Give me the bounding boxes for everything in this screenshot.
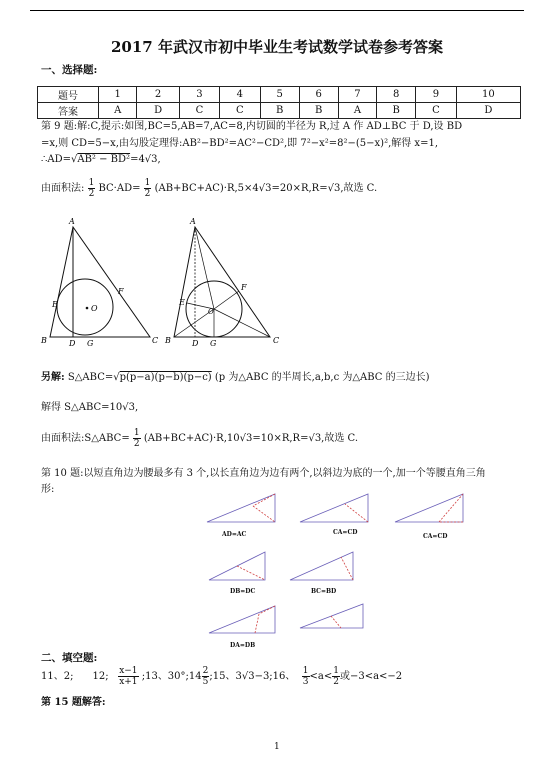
table-cell: C (220, 103, 260, 119)
table-cell: 9 (416, 87, 456, 103)
table-cell: 8 (377, 87, 416, 103)
label-c: C (273, 336, 280, 345)
alt-note: (p 为△ABC 的半周长,a,b,c 为△ABC 的三边长) (214, 372, 430, 383)
table-cell: 6 (299, 87, 338, 103)
figure-2 (164, 217, 279, 348)
label-g: G (87, 339, 94, 348)
table-cell: B (299, 103, 338, 119)
q10-line2: 形: (41, 484, 55, 495)
caption-ad-ac: AD=AC (222, 531, 247, 538)
q15-heading: 第 15 题解答: (41, 697, 106, 708)
alt-area-label: 由面积法:S△ABC= (41, 433, 130, 444)
caption-da-db: DA=DB (230, 642, 256, 649)
label-e: E (179, 298, 185, 307)
fraction-third: $\frac{1}{3}$ (302, 666, 309, 687)
section-choice-heading: 一、选择题: (41, 64, 98, 76)
row-label: 题号 (38, 87, 99, 103)
isosceles-figures (195, 488, 495, 658)
table-row (38, 87, 521, 103)
answer-16-alt: 或−3<a<−2 (339, 671, 403, 682)
answer-16-ineq: <a< (309, 671, 333, 682)
row-label: 答案 (38, 103, 99, 119)
alt-area-line (41, 428, 358, 449)
label-g: G (210, 339, 217, 348)
fraction-14: $\frac{2}{5}$ (202, 666, 209, 687)
alt-label: 另解: (41, 372, 65, 383)
table-cell: 10 (456, 87, 520, 103)
fraction-half: $\frac{1}{2}$ (88, 178, 95, 199)
alt-solution-line: 另解: S△ABC=√p(p−a)(p−b)(p−c) (p 为△ABC 的半周长,a,b,c 为△ABC 的三边长) (41, 372, 430, 383)
page-number: 1 (274, 742, 280, 752)
answer-12-label: 12; (92, 671, 109, 682)
area-method-label: 由面积法: (41, 183, 85, 194)
fill-answers-line (41, 666, 402, 687)
answer-15-16: ;15、3√3−3;16、 (209, 671, 296, 682)
label-d: D (69, 339, 76, 348)
caption-bc-bd: BC=BD (311, 588, 337, 595)
caption-ca-cd: CA=CD (333, 529, 358, 536)
section-fill-heading: 二、填空题: (41, 652, 98, 664)
table-cell: B (260, 103, 299, 119)
q9-result: (AB+BC+AC)·R,5×4√3=20×R,R=√3,故选 C. (154, 183, 378, 194)
table-cell: A (99, 103, 137, 119)
q9-bc-ad: BC·AD= (98, 183, 141, 194)
answer-11: 11、2; (41, 671, 74, 682)
table-cell: B (377, 103, 416, 119)
q9-ad-value: =4√3, (130, 154, 161, 165)
table-cell: C (179, 103, 219, 119)
label-a: A (190, 217, 196, 226)
label-e: E (52, 300, 58, 309)
q9-radicand: AB² − BD² (77, 154, 131, 165)
table-cell: D (137, 103, 179, 119)
table-cell: C (416, 103, 456, 119)
header-rule (30, 10, 524, 11)
alt-area-result: (AB+BC+AC)·R,10√3=10×R,R=√3,故选 C. (143, 433, 359, 444)
label-f: F (241, 283, 247, 292)
figure-1 (40, 217, 158, 348)
alt-solve-line: 解得 S△ABC=10√3, (41, 402, 139, 413)
q9-line1: 第 9 题:解:C,提示:如图,BC=5,AB=7,AC=8,内切圆的半径为 R,过 A 作 AD⊥BC 于 D,设 BD (41, 121, 463, 132)
q9-line4 (41, 178, 377, 199)
page-title: 2017 年武汉市初中毕业生考试数学试卷参考答案 (111, 38, 443, 56)
label-o: O (208, 308, 214, 316)
table-cell: 4 (220, 87, 260, 103)
answer-13-14: ;13、30°;14 (141, 671, 202, 682)
label-f: F (118, 287, 124, 296)
table-cell: A (338, 103, 376, 119)
table-cell: 5 (260, 87, 299, 103)
caption-db-dc: DB=DC (230, 588, 256, 595)
caption-ca-cd-2: CA=CD (423, 533, 448, 540)
table-cell: 3 (179, 87, 219, 103)
q10-line1: 第 10 题:以短直角边为腰最多有 3 个,以长直角边为边有两个,以斜边为底的一个,加一个等腰直角三角 (41, 468, 486, 479)
label-o: O (91, 304, 98, 313)
incircle-figures (38, 215, 288, 350)
label-c: C (152, 336, 159, 345)
heron-radicand: p(p−a)(p−b)(p−c) (119, 372, 212, 383)
label-b: B (165, 336, 171, 345)
table-cell: 1 (99, 87, 137, 103)
alt-area-symbol: S△ABC= (67, 372, 114, 383)
q9-line2: =x,则 CD=5−x,由勾股定理得:AB²−BD²=AC²−CD²,即 7²−x²=8²−(5−x)²,解得 x=1, (41, 138, 438, 149)
q9-line3: ∴AD=√AB² − BD²=4√3, (41, 154, 161, 165)
answer-table (37, 86, 521, 119)
label-d: D (192, 339, 199, 348)
q9-ad-label: ∴AD= (41, 154, 71, 165)
table-cell: 7 (338, 87, 376, 103)
fraction-half: $\frac{1}{2}$ (144, 178, 151, 199)
label-a: A (69, 217, 75, 226)
fraction-half: $\frac{1}{2}$ (133, 428, 140, 449)
fraction-12: $\frac{x-1}{x+1}$ (119, 666, 138, 687)
table-cell: 2 (137, 87, 179, 103)
label-b: B (41, 336, 47, 345)
fraction-half-16: $\frac{1}{2}$ (333, 666, 339, 687)
table-cell: D (456, 103, 520, 119)
